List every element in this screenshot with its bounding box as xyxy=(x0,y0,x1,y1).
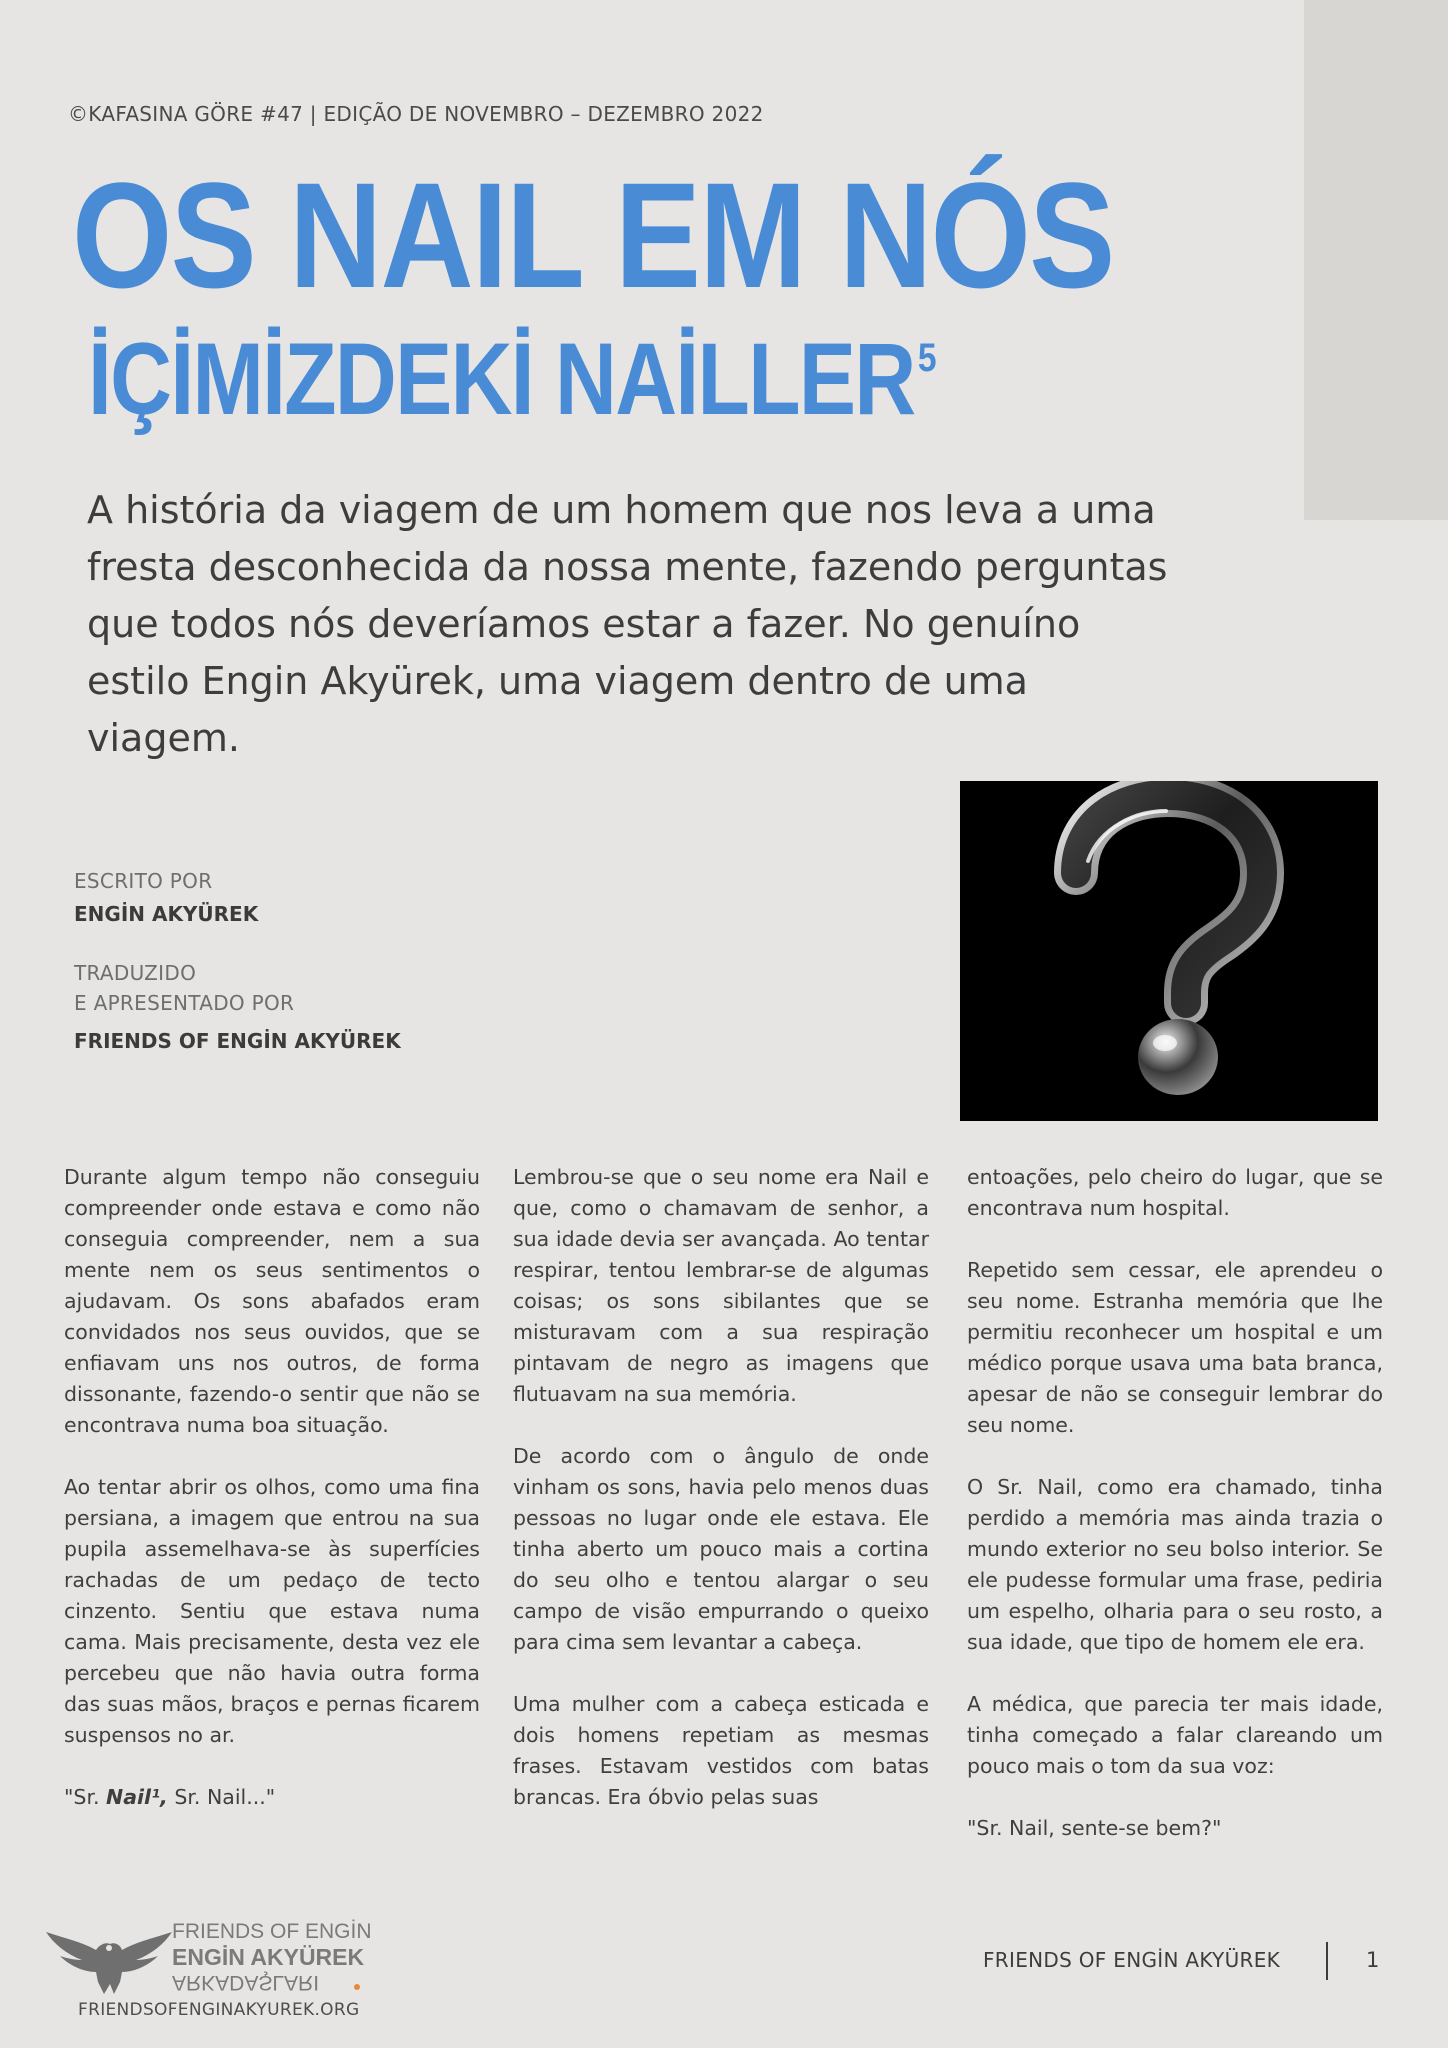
paragraph: entoações, pelo cheiro do lugar, que se encontrava num hospital. xyxy=(967,1165,1383,1220)
logo-line-1: FRIENDS OF ENGİN xyxy=(172,1920,372,1943)
logo-dot xyxy=(354,1984,360,1990)
body-column-1 xyxy=(64,1162,480,1844)
presented-label: E APRESENTADO POR xyxy=(74,991,295,1015)
quote-paragraph xyxy=(64,1782,480,1813)
question-mark-icon xyxy=(960,781,1378,1121)
footer-publisher: FRIENDS OF ENGİN AKYÜREK xyxy=(983,1948,1281,1972)
quote-paragraph: "Sr. Nail, sente-se bem?" xyxy=(967,1816,1222,1840)
body-column-3 xyxy=(967,1162,1383,1875)
footer-divider xyxy=(1326,1942,1328,1980)
body-column-2 xyxy=(513,1162,929,1844)
question-mark-image xyxy=(960,781,1378,1121)
logo-line-2: ENGİN AKYÜREK xyxy=(172,1944,365,1970)
edition-line: ©KAFASINA GÖRE #47 | EDIÇÃO DE NOVEMBRO – DEZEMBRO 2022 xyxy=(68,102,764,126)
eagle-icon xyxy=(44,1920,174,2000)
paragraph: De acordo com o ângulo de onde vinham os sons, havia pelo menos duas pessoas no lugar onde ele estava. Ele tinha aberto um pouco mais a cortina do seu olho e tentou alargar o seu campo de visão empurrando o queixo para cima sem levantar a cabeça. xyxy=(513,1444,929,1654)
logo-line-3: ARKADAŞLARI xyxy=(172,1971,320,1994)
paragraph: A médica, que parecia ter mais idade, tinha começado a falar clareando um pouco mais o tom da sua voz: xyxy=(967,1692,1383,1778)
quote-prefix: "Sr. xyxy=(64,1785,107,1809)
written-by-label: ESCRITO POR xyxy=(74,869,213,893)
paragraph: Ao tentar abrir os olhos, como uma fina persiana, a imagem que entrou na sua pupila assemelhava-se às superfícies rachadas de um pedaço de tecto cinzento. Sentiu que estava numa cama. Mais precisamente, desta vez ele percebeu que não havia outra forma das suas mãos, braços e pernas ficarem suspensos no ar. xyxy=(64,1475,480,1747)
footer-url-link[interactable]: FRIENDSOFENGINAKYUREK.ORG xyxy=(78,2000,360,2020)
paragraph: Repetido sem cessar, ele aprendeu o seu nome. Estranha memória que lhe permitiu reconhecer um hospital e um médico porque usava uma bata branca, apesar de não se conseguir lembrar do seu nome. xyxy=(967,1258,1383,1437)
translator-name: FRIENDS OF ENGİN AKYÜREK xyxy=(74,1029,401,1053)
paragraph: Uma mulher com a cabeça esticada e dois homens repetiam as mesmas frases. Estavam vestidos com batas brancas. Era óbvio pelas suas xyxy=(513,1692,929,1809)
quote-suffix: Sr. Nail..." xyxy=(167,1785,276,1809)
paragraph: O Sr. Nail, como era chamado, tinha perdido a memória mas ainda trazia o mundo exterior no seu bolso interior. Se ele pudesse formular uma frase, pediria um espelho, olharia para o seu rosto, a sua idade, que tipo de homem ele era. xyxy=(967,1475,1383,1654)
subtitle-text: İÇİMİZDEKİ NAİLLER xyxy=(88,322,915,436)
side-band xyxy=(1304,0,1448,520)
article-subtitle xyxy=(88,322,935,436)
footnote-name: Nail¹, xyxy=(106,1785,168,1809)
footnote-ref: 5 xyxy=(917,336,935,380)
paragraph: Durante algum tempo não conseguiu compreender onde estava e como não conseguia compreender, nem a sua mente nem os seus sentimentos o ajudavam. Os sons abafados eram convidados nos seus ouvidos, que se enfiavam uns nos outros, de forma dissonante, fazendo-o sentir que não se encontrava numa boa situação. xyxy=(64,1165,480,1437)
paragraph: Lembrou-se que o seu nome era Nail e que, como o chamavam de senhor, a sua idade devia ser avançada. Ao tentar respirar, tentou lembrar-se de algumas coisas; os sons sibilantes que se misturavam com a sua respiração pintavam de negro as imagens que flutuavam na sua memória. xyxy=(513,1165,929,1406)
author-name: ENGİN AKYÜREK xyxy=(74,902,259,926)
article-title: OS NAIL EM NÓS xyxy=(72,151,1114,319)
translated-label: TRADUZIDO xyxy=(74,961,197,985)
page-number: 1 xyxy=(1366,1948,1380,1972)
lede-paragraph: A história da viagem de um homem que nos leva a uma fresta desconhecida da nossa mente, fazendo perguntas que todos nós deveríamos estar a fazer. No genuíno estilo Engin Akyürek, uma viagem dentro de uma viagem. xyxy=(87,488,1168,760)
